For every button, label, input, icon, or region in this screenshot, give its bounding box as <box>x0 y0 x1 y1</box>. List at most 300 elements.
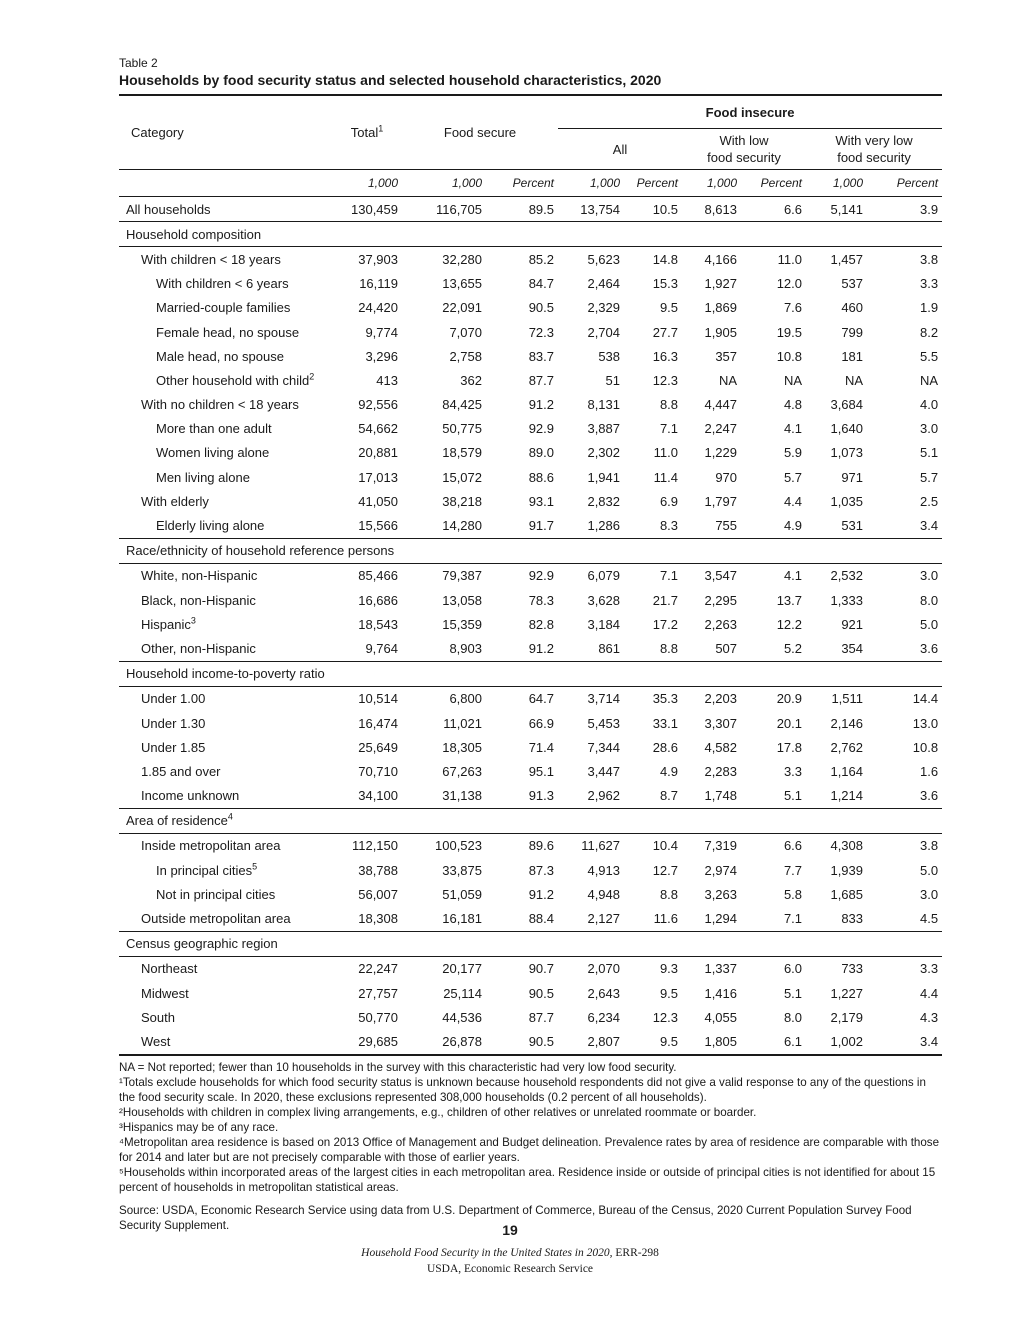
table-cell: 4,948 <box>587 886 621 902</box>
table-cell: 33.1 <box>652 715 679 731</box>
row-label: With elderly <box>141 493 209 509</box>
table-cell: 87.7 <box>528 372 555 388</box>
row-category <box>119 1029 332 1054</box>
note-2: ²Households with children in complex living arrangements, e.g., children of other relatives or unrelated roommate or boarder. <box>119 1105 757 1119</box>
row-category <box>119 882 332 906</box>
table-cell: 3,628 <box>587 592 621 608</box>
table-cell: 3,887 <box>587 421 621 437</box>
header-food-secure: Food secure <box>443 125 517 140</box>
table-cell: 861 <box>598 640 621 656</box>
table-row <box>119 417 942 441</box>
table-row <box>119 882 942 906</box>
row-label: Male head, no spouse <box>156 348 284 364</box>
table-cell: 2.5 <box>920 493 939 509</box>
row-label: 1.85 and over <box>141 763 221 779</box>
table-cell: 50,770 <box>358 1009 398 1025</box>
table-cell: 87.7 <box>528 1009 555 1025</box>
table-row <box>119 784 942 809</box>
table-cell: 21.7 <box>652 592 679 608</box>
footer-title: Household Food Security in the United States in 2020, <box>361 1247 613 1259</box>
table-row <box>119 320 942 344</box>
table-cell: 2,643 <box>587 985 621 1001</box>
table-cell: 4.5 <box>920 911 939 927</box>
row-category <box>119 858 332 882</box>
table-row <box>119 465 942 489</box>
table-cell: 3,184 <box>587 616 621 632</box>
table-cell: 16,181 <box>442 911 482 927</box>
table-cell: 2,070 <box>587 961 621 977</box>
table-cell: 44,536 <box>442 1009 482 1025</box>
table-row <box>119 1029 942 1054</box>
table-cell: 6,234 <box>587 1009 621 1025</box>
table-cell: 89.0 <box>528 445 555 461</box>
table-cell: 7.7 <box>783 862 803 878</box>
table-cell: 537 <box>841 276 864 292</box>
footer-agency: USDA, Economic Research Service <box>426 1263 594 1275</box>
table-cell: 5.2 <box>783 640 803 656</box>
table-cell: 1,797 <box>704 493 738 509</box>
row-category <box>119 906 332 931</box>
header-low-food-security <box>682 129 806 170</box>
table-cell: 27,757 <box>358 985 398 1001</box>
row-label: Elderly living alone <box>156 518 265 534</box>
table-cell: 11,627 <box>581 838 621 854</box>
table-cell: 1,941 <box>587 469 621 485</box>
table-row <box>119 441 942 465</box>
table-row <box>119 489 942 513</box>
table-cell: 22,091 <box>442 300 482 316</box>
table-cell: 3.6 <box>920 640 939 656</box>
table-cell: 4.4 <box>920 985 939 1001</box>
note-3: ³Hispanics may be of any race. <box>119 1120 279 1134</box>
table-cell: 1,333 <box>830 592 864 608</box>
table-cell: 7,319 <box>704 838 738 854</box>
row-category <box>119 1005 332 1029</box>
table-cell: 538 <box>598 348 621 364</box>
row-category <box>119 612 332 636</box>
table-cell: 1,511 <box>831 691 864 707</box>
table-cell: 18,305 <box>442 739 482 755</box>
table-cell: 1,805 <box>682 1029 741 1054</box>
table-cell: 17.2 <box>652 616 679 632</box>
table-cell: 27.7 <box>652 324 679 340</box>
row-category <box>119 513 332 538</box>
table-cell: 2,247 <box>704 421 738 437</box>
table-cell: 9.3 <box>659 961 679 977</box>
unit-label: 1,000 <box>558 170 624 197</box>
table-cell: 5.0 <box>920 862 939 878</box>
section-header-row <box>119 808 942 833</box>
footnote-marker: 5 <box>252 861 258 872</box>
page-number: 19 <box>502 1222 518 1238</box>
table-cell: 11.0 <box>653 445 679 461</box>
row-label: White, non-Hispanic <box>141 568 258 584</box>
table-cell: 733 <box>841 961 864 977</box>
table-cell: 18,579 <box>442 445 482 461</box>
table-row <box>119 636 942 661</box>
row-label: With children < 6 years <box>156 276 289 292</box>
table-cell: 4,582 <box>704 739 738 755</box>
document-page <box>119 56 942 1233</box>
table-cell: 90.5 <box>486 1029 558 1054</box>
table-row <box>119 513 942 538</box>
header-very-low-line2: food security <box>837 150 911 165</box>
table-row <box>119 612 942 636</box>
table-cell: 95.1 <box>528 763 555 779</box>
table-cell: 2,832 <box>587 493 621 509</box>
table-cell: 2,283 <box>704 763 738 779</box>
table-cell: 12.7 <box>652 862 679 878</box>
table-cell: 5,453 <box>587 715 621 731</box>
table-cell: 54,662 <box>358 421 398 437</box>
table-cell: 2,532 <box>830 568 864 584</box>
source-note: Source: USDA, Economic Research Service using data from U.S. Department of Commerce, Bureau of the Census, 2020 Current Population Survey Food Security Supplement. <box>119 1203 912 1232</box>
row-label: Under 1.30 <box>141 715 206 731</box>
table-cell: 13.0 <box>912 715 939 731</box>
table-cell: 833 <box>841 911 864 927</box>
table-cell: 3.0 <box>920 886 939 902</box>
table-cell: 34,100 <box>358 788 398 804</box>
header-very-low-line1: With very low <box>835 133 913 148</box>
table-cell: 1,457 <box>830 251 864 267</box>
units-row <box>119 170 942 197</box>
row-label: Women living alone <box>156 445 270 461</box>
row-label: Income unknown <box>141 788 240 804</box>
table-cell: 2,302 <box>587 445 621 461</box>
table-cell: 4.3 <box>920 1009 939 1025</box>
table-cell: 4.1 <box>783 421 803 437</box>
table-row <box>119 711 942 735</box>
table-cell: 1,035 <box>830 493 864 509</box>
table-body <box>119 197 942 1055</box>
section-header-row <box>119 222 942 247</box>
row-category <box>119 759 332 783</box>
table-cell: 17,013 <box>358 469 398 485</box>
table-cell: NA <box>783 372 803 388</box>
table-title: Households by food security status and selected household characteristics, 2020 <box>119 72 942 96</box>
row-category <box>119 272 332 296</box>
table-cell: 2,962 <box>587 788 621 804</box>
table-cell: 4.0 <box>920 397 939 413</box>
table-cell: 799 <box>841 324 864 340</box>
table-cell: 3,714 <box>587 691 621 707</box>
table-cell: 13,655 <box>442 276 482 292</box>
table-notes <box>119 1060 942 1233</box>
row-label: All households <box>126 201 211 217</box>
table-row <box>119 563 942 588</box>
units-blank <box>119 170 332 197</box>
table-cell: 4.8 <box>783 397 803 413</box>
table-cell: 83.7 <box>528 348 555 364</box>
row-category <box>119 686 332 711</box>
table-cell: 3.8 <box>920 251 939 267</box>
section-header-row <box>119 661 942 686</box>
table-cell: 19.5 <box>776 324 803 340</box>
table-cell: 413 <box>376 372 398 388</box>
table-row <box>119 686 942 711</box>
table-cell: 90.7 <box>528 961 555 977</box>
table-cell: 181 <box>841 348 864 364</box>
table-cell: 1,416 <box>704 985 738 1001</box>
table-cell: 16,686 <box>358 592 398 608</box>
row-label: South <box>141 1009 175 1025</box>
table-cell: 41,050 <box>358 493 398 509</box>
row-label: Household composition <box>126 226 262 242</box>
header-very-low-food-security <box>806 129 942 170</box>
table-cell: 5.5 <box>920 348 939 364</box>
row-label: Midwest <box>141 985 189 1001</box>
table-cell: 6,079 <box>587 568 621 584</box>
table-cell: 1,927 <box>704 276 738 292</box>
table-cell: 7.1 <box>659 421 679 437</box>
row-label: Outside metropolitan area <box>141 911 291 927</box>
table-cell: 3.4 <box>920 518 939 534</box>
table-cell: 38,788 <box>358 862 398 878</box>
table-cell: 12.0 <box>776 276 803 292</box>
table-cell: 51 <box>605 372 621 388</box>
table-cell: 460 <box>841 300 864 316</box>
table-cell: 5.1 <box>783 985 803 1001</box>
table-cell: 1,214 <box>830 788 864 804</box>
table-cell: 10,514 <box>358 691 398 707</box>
table-cell: 5.7 <box>783 469 803 485</box>
table-cell: 90.5 <box>528 985 555 1001</box>
table-cell: 10.8 <box>912 739 939 755</box>
row-category <box>119 222 942 247</box>
table-cell: 6.6 <box>741 197 806 222</box>
table-cell: 79,387 <box>442 568 482 584</box>
row-label: Census geographic region <box>126 936 278 952</box>
table-cell: 35.3 <box>652 691 679 707</box>
row-category <box>119 636 332 661</box>
table-cell: 84,425 <box>442 397 482 413</box>
unit-label: 1,000 <box>806 170 867 197</box>
table-cell: 8,903 <box>449 640 482 656</box>
table-cell: 2,762 <box>830 739 864 755</box>
table-cell: 9,774 <box>365 324 398 340</box>
table-cell: 3,296 <box>365 348 398 364</box>
note-4: ⁴Metropolitan area residence is based on 2013 Office of Management and Budget delineation. Prevalence rates by area of residence are comparable with those for 2014 and later but are not precisely comparable with those of earlier years. <box>119 1135 940 1164</box>
table-cell: 20.9 <box>776 691 803 707</box>
table-cell: 5.8 <box>783 886 803 902</box>
table-cell: 1,286 <box>587 518 621 534</box>
table-cell: 9.5 <box>659 985 679 1001</box>
note-na: NA = Not reported; fewer than 10 households in the survey with this characteristic had very low food security. <box>119 1060 677 1074</box>
row-label: Under 1.00 <box>141 691 206 707</box>
table-row <box>119 858 942 882</box>
table-row <box>119 296 942 320</box>
row-category <box>119 956 332 981</box>
row-label: Not in principal cities <box>156 886 276 902</box>
footer-report: ERR-298 <box>615 1247 659 1259</box>
table-cell: 4.9 <box>659 763 679 779</box>
table-cell: 24,420 <box>358 300 398 316</box>
row-label: More than one adult <box>156 421 272 437</box>
table-cell: 37,903 <box>358 251 398 267</box>
table-cell: 6.1 <box>741 1029 806 1054</box>
table-cell: 20,177 <box>442 961 482 977</box>
table-row <box>119 272 942 296</box>
table-cell: 1,229 <box>704 445 738 461</box>
table-cell: 507 <box>715 640 738 656</box>
section-header-row <box>119 538 942 563</box>
table-cell: 10.8 <box>776 348 803 364</box>
table-cell: 4,447 <box>704 397 738 413</box>
table-cell: 3.3 <box>920 961 939 977</box>
table-label: Table 2 <box>119 56 158 70</box>
table-row <box>119 833 942 858</box>
footnote-marker: 4 <box>227 811 233 822</box>
row-label: Race/ethnicity of household reference persons <box>126 543 395 559</box>
table-cell: NA <box>844 372 864 388</box>
table-cell: 4.1 <box>783 568 803 584</box>
note-5: ⁵Households within incorporated areas of the largest cities in each metropolitan area. Residence inside or outside of principal cities is not identified for about 15 percent of households in metropolitan statistical areas. <box>119 1165 936 1194</box>
table-cell: 4.4 <box>783 493 803 509</box>
table-cell: 4,166 <box>704 251 738 267</box>
row-label: In principal cities <box>156 862 253 878</box>
table-cell: 921 <box>841 616 864 632</box>
table-cell: 2,329 <box>587 300 621 316</box>
table-cell: 8.2 <box>920 324 939 340</box>
table-cell: 3.9 <box>867 197 942 222</box>
table-cell: 29,685 <box>332 1029 402 1054</box>
table-cell: 7,344 <box>587 739 621 755</box>
table-cell: 3.3 <box>920 276 939 292</box>
row-category <box>119 489 332 513</box>
unit-label: Percent <box>867 170 942 197</box>
row-category <box>119 368 332 392</box>
table-cell: 6.6 <box>783 838 803 854</box>
table-cell: 8.0 <box>783 1009 803 1025</box>
table-cell: 3.0 <box>920 421 939 437</box>
table-cell: 531 <box>841 518 864 534</box>
row-category <box>119 197 332 222</box>
table-cell: 16,474 <box>358 715 398 731</box>
row-category <box>119 563 332 588</box>
table-row <box>119 735 942 759</box>
table-cell: 8.8 <box>659 886 679 902</box>
table-cell: 4,913 <box>587 862 621 878</box>
table-cell: 85,466 <box>358 568 398 584</box>
row-category <box>119 711 332 735</box>
row-category <box>119 735 332 759</box>
table-cell: 93.1 <box>528 493 555 509</box>
table-cell: 91.2 <box>528 886 555 902</box>
table-cell: 16.3 <box>652 348 679 364</box>
unit-label: Percent <box>486 170 558 197</box>
footnote-marker: 3 <box>190 615 196 626</box>
unit-label: Percent <box>741 170 806 197</box>
table-cell: 9.5 <box>659 300 679 316</box>
table-cell: 91.7 <box>528 518 555 534</box>
table-cell: 92,556 <box>358 397 398 413</box>
table-cell: 5.1 <box>920 445 939 461</box>
table-cell: 56,007 <box>358 886 398 902</box>
row-label: Female head, no spouse <box>156 324 300 340</box>
table-cell: 8.0 <box>920 592 939 608</box>
header-total <box>332 96 402 170</box>
row-category <box>119 296 332 320</box>
table-cell: 13.7 <box>776 592 803 608</box>
footnote-marker: 1 <box>378 123 384 134</box>
table-cell: 2,263 <box>704 616 738 632</box>
row-label: With children < 18 years <box>141 251 281 267</box>
row-category <box>119 808 942 833</box>
header-category: Category <box>131 125 184 140</box>
table-cell: 91.2 <box>528 640 555 656</box>
table-cell: 1,748 <box>704 788 738 804</box>
table-cell: 88.6 <box>528 469 555 485</box>
footnote-marker: 2 <box>309 371 315 382</box>
table-cell: 11.0 <box>777 251 803 267</box>
table-cell: NA <box>920 372 939 388</box>
row-label: Inside metropolitan area <box>141 838 281 854</box>
row-label: Under 1.85 <box>141 739 206 755</box>
row-label: West <box>141 1033 171 1049</box>
table-cell: 4.9 <box>783 518 803 534</box>
table-cell: 16,119 <box>359 276 398 292</box>
table-cell: 15,566 <box>358 518 398 534</box>
table-cell: 3.3 <box>783 763 803 779</box>
row-label: Other household with child <box>156 372 310 388</box>
unit-label: 1,000 <box>682 170 741 197</box>
table-cell: 14.4 <box>912 691 939 707</box>
table-cell: 17.8 <box>776 739 803 755</box>
table-header <box>119 96 942 197</box>
table-cell: 10.5 <box>624 197 682 222</box>
table-cell: 2,974 <box>704 862 738 878</box>
table-cell: 26,878 <box>402 1029 486 1054</box>
table-cell: 6.9 <box>659 493 679 509</box>
row-label: Northeast <box>141 961 198 977</box>
table-cell: 89.5 <box>486 197 558 222</box>
table-cell: 7.1 <box>783 911 803 927</box>
row-label: Black, non-Hispanic <box>141 592 256 608</box>
table-row <box>119 981 942 1005</box>
row-label: Household income-to-poverty ratio <box>126 666 325 682</box>
table-cell: 3.6 <box>920 788 939 804</box>
table-cell: 8,613 <box>682 197 741 222</box>
table-cell: 3,307 <box>704 715 738 731</box>
table-cell: 25,649 <box>358 739 398 755</box>
table-cell: 1,164 <box>830 763 864 779</box>
page-footer <box>0 1245 1020 1277</box>
table-cell: 28.6 <box>652 739 679 755</box>
table-cell: 100,523 <box>435 838 482 854</box>
table-cell: 82.8 <box>528 616 555 632</box>
note-1: ¹Totals exclude households for which food security status is unknown because household respondents did not give a valid response to any of the questions in the food security scale. In 2020, these exclusions represented 308,000 households (0.2 percent of all households). <box>119 1075 926 1104</box>
table-cell: 14,280 <box>442 518 482 534</box>
table-cell: 1,939 <box>830 862 864 878</box>
table-cell: 2,203 <box>704 691 738 707</box>
table-cell: 67,263 <box>442 763 482 779</box>
table-cell: 91.3 <box>528 788 555 804</box>
table-cell: 6,800 <box>449 691 482 707</box>
table-cell: 66.9 <box>528 715 555 731</box>
table-cell: 7,070 <box>449 324 482 340</box>
table-cell: 12.2 <box>776 616 803 632</box>
row-category <box>119 833 332 858</box>
row-category <box>119 417 332 441</box>
table-cell: 8,131 <box>587 397 621 413</box>
table-cell: 3,547 <box>704 568 738 584</box>
table-cell: 357 <box>715 348 738 364</box>
table-cell: 32,280 <box>442 251 482 267</box>
table-cell: 71.4 <box>528 739 555 755</box>
table-cell: 5,141 <box>806 197 867 222</box>
row-category <box>119 981 332 1005</box>
table-cell: 5.9 <box>783 445 803 461</box>
